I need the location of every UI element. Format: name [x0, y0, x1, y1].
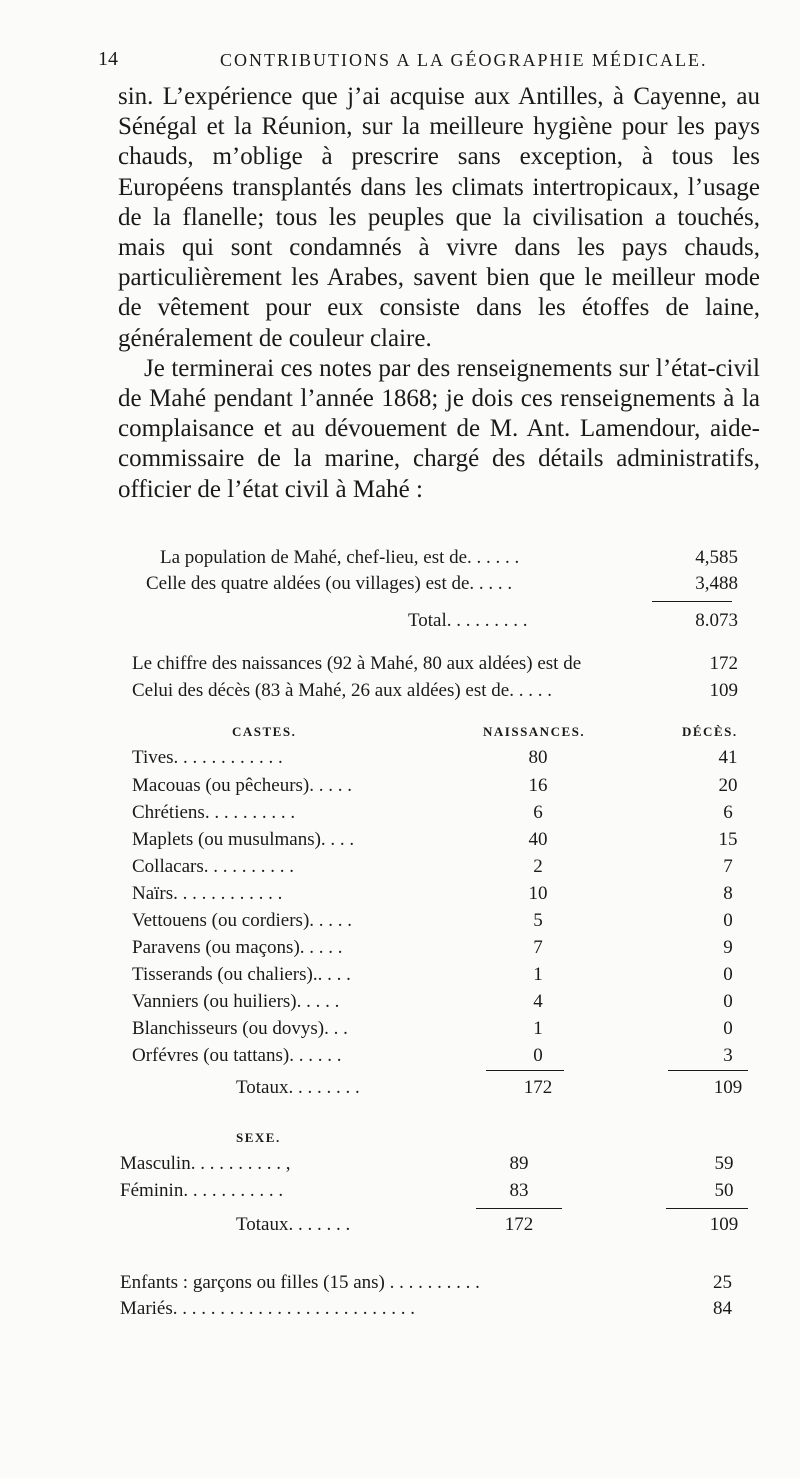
summary-label: Enfants : garçons ou filles (15 ans) . . . . . . . . . .: [120, 1272, 480, 1293]
caste-name: Blanchisseurs (ou dovys). . .: [132, 1018, 348, 1039]
deaths-label: Celui des décès (83 à Mahé, 26 aux aldées) est de. . . . .: [132, 680, 552, 701]
deaths-cell: 15: [718, 829, 738, 850]
deaths-cell: 59: [714, 1153, 734, 1174]
body-text: [118, 82, 760, 505]
caste-name: Paravens (ou maçons). . . . .: [132, 937, 343, 958]
population-value: 3,488: [695, 573, 738, 594]
deaths-cell: 20: [718, 775, 738, 796]
births-cell: 10: [528, 883, 548, 904]
caste-name: Collacars. . . . . . . . . .: [132, 856, 295, 877]
deaths-cell: 50: [714, 1180, 734, 1201]
caste-name: Macouas (ou pêcheurs). . . . .: [132, 775, 353, 796]
population-total-value: 8.073: [695, 610, 738, 631]
caste-name: Naïrs. . . . . . . . . . . .: [132, 883, 283, 904]
population-value: 4,585: [695, 547, 738, 568]
births-cell: 2: [533, 856, 543, 877]
summary-value: 25: [713, 1272, 732, 1293]
births-cell: 83: [509, 1180, 529, 1201]
sum-rule: [486, 1070, 564, 1071]
caste-name: Chrétiens. . . . . . . . . .: [132, 802, 296, 823]
paragraph: Je terminerai ces notes par des renseignements sur l’état-civil de Mahé pendant l’année 1868; je dois ces renseignements à la complaisance et au dévouement de M. Ant. Lamendour, aide-commissaire de la marine, chargé des détails administratifs, officier de l’état civil à Mahé :: [118, 354, 760, 503]
births-value: 172: [709, 653, 738, 674]
total-deaths: 109: [709, 1214, 739, 1235]
births-cell: 40: [528, 829, 548, 850]
sum-rule: [476, 1208, 562, 1209]
deaths-cell: 7: [723, 856, 733, 877]
caste-name: Vettouens (ou cordiers). . . . .: [132, 910, 353, 931]
total-deaths: 109: [713, 1077, 743, 1098]
caste-name: Vanniers (ou huiliers). . . . .: [132, 991, 340, 1012]
sex-name: Féminin. . . . . . . . . . .: [120, 1180, 284, 1201]
summary-value: 84: [713, 1298, 732, 1319]
deaths-cell: 0: [723, 1018, 733, 1039]
deaths-cell: 0: [723, 991, 733, 1012]
sum-rule: [668, 1070, 748, 1071]
births-cell: 4: [533, 991, 543, 1012]
summary-label: Mariés. . . . . . . . . . . . . . . . . . . . . . . . . .: [120, 1298, 416, 1319]
births-cell: 6: [533, 802, 543, 823]
deaths-value: 109: [709, 680, 738, 701]
running-title: CONTRIBUTIONS A LA GÉOGRAPHIE MÉDICALE.: [220, 50, 708, 70]
page-number: 14: [98, 48, 118, 70]
total-births: 172: [523, 1077, 553, 1098]
caste-name: Tives. . . . . . . . . . . .: [132, 747, 283, 768]
births-label: Le chiffre des naissances (92 à Mahé, 80 aux aldées) est de: [132, 653, 582, 674]
births-cell: 1: [533, 964, 543, 985]
deaths-cell: 6: [723, 802, 733, 823]
caste-name: Orfévres (ou tattans). . . . . .: [132, 1045, 342, 1066]
column-header-caste: CASTES.: [232, 724, 297, 739]
sum-rule: [652, 601, 732, 602]
births-cell: 0: [533, 1045, 543, 1066]
column-header-deaths: DÉCÈS.: [682, 724, 738, 739]
population-total-label: Total. . . . . . . . .: [408, 610, 528, 631]
deaths-cell: 9: [723, 937, 733, 958]
page-header: [98, 48, 758, 74]
deaths-cell: 0: [723, 964, 733, 985]
deaths-cell: 0: [723, 910, 733, 931]
sum-rule: [666, 1208, 748, 1209]
caste-name: Maplets (ou musulmans). . . .: [132, 829, 355, 850]
total-births: 172: [504, 1214, 534, 1235]
deaths-cell: 3: [723, 1045, 733, 1066]
births-cell: 89: [509, 1153, 529, 1174]
sex-header: SEXE.: [236, 1130, 281, 1145]
births-cell: 5: [533, 910, 543, 931]
deaths-cell: 41: [718, 747, 738, 768]
sex-name: Masculin. . . . . . . . . . ,: [120, 1153, 291, 1174]
births-cell: 1: [533, 1018, 543, 1039]
paragraph: sin. L’expérience que j’ai acquise aux Antilles, à Cayenne, au Sénégal et la Réunion, sur la meilleure hygiène pour les pays chauds, m’oblige à prescrire sans exception, à tous les Européens transplantés dans les climats intertropicaux, l’usage de la flanelle; tous les peuples que la civilisation a touchés, mais qui sont condamnés à vivre dans les pays chauds, particulièrement les Arabes, savent bien que le meilleur mode de vêtement pour eux consiste dans les étoffes de laine, généralement de couleur claire.: [118, 83, 760, 352]
births-cell: 16: [528, 775, 548, 796]
deaths-cell: 8: [723, 883, 733, 904]
totals-label: Totaux. . . . . . . .: [236, 1077, 360, 1098]
totals-label: Totaux. . . . . . .: [236, 1214, 351, 1235]
column-header-births: NAISSANCES.: [483, 724, 586, 739]
births-cell: 80: [528, 747, 548, 768]
caste-name: Tisserands (ou chaliers).. . . .: [132, 964, 351, 985]
births-cell: 7: [533, 937, 543, 958]
population-label: La population de Mahé, chef-lieu, est de. . . . . .: [160, 547, 520, 568]
population-label: Celle des quatre aldées (ou villages) est de. . . . .: [146, 573, 513, 594]
